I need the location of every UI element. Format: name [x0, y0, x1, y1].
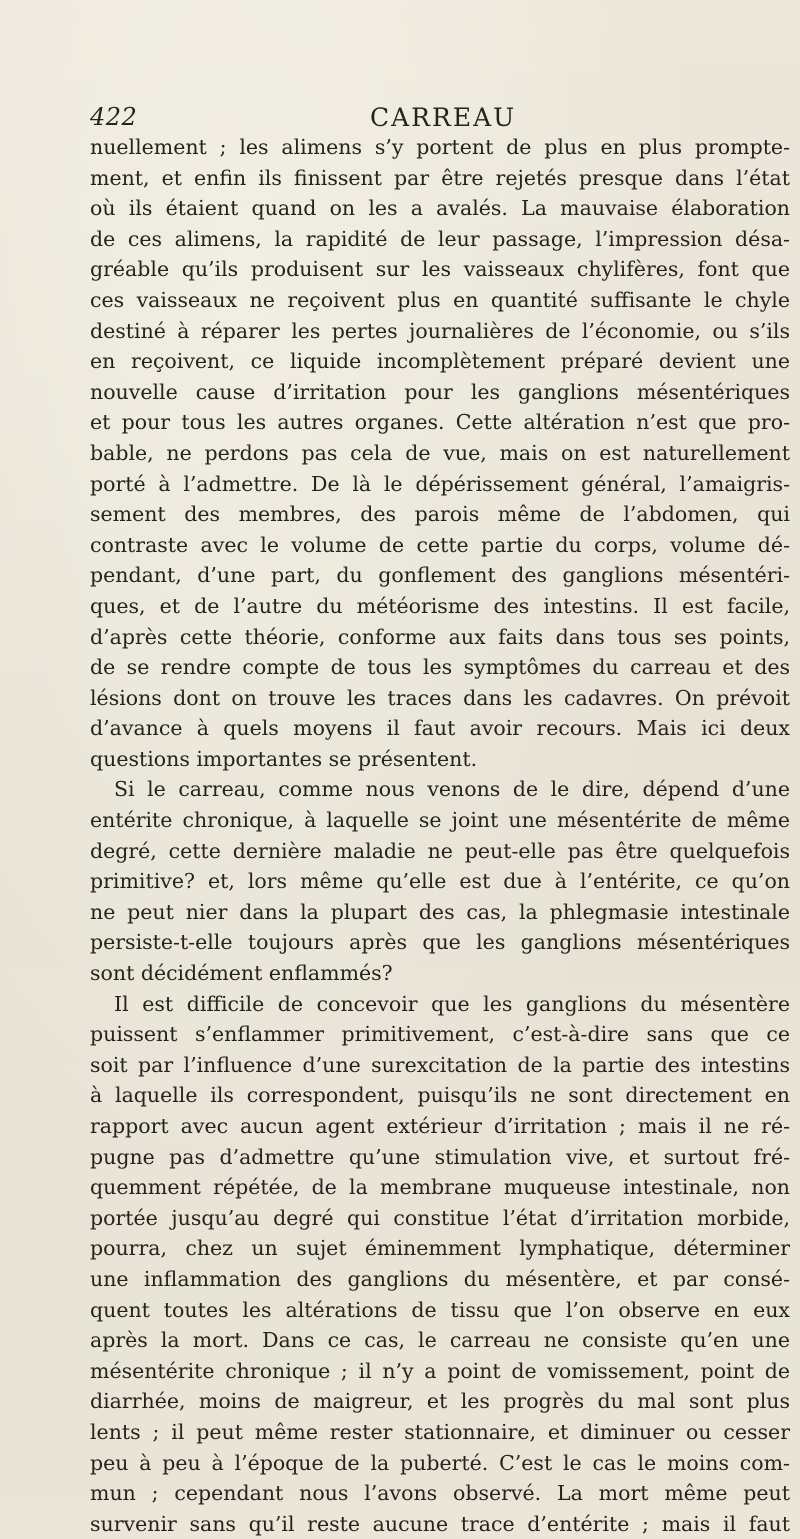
page-number: 422: [90, 103, 138, 131]
text-line: mun ; cependant nous l’avons observé. La mort même peut: [90, 1481, 790, 1506]
text-line: survenir sans qu’il reste aucune trace d’entérite ; mais il faut: [90, 1511, 790, 1536]
text-line: entérite chronique, à laquelle se joint une mésentérite de même: [90, 808, 790, 833]
paragraph-end-line: sont décidément enflammés?: [90, 961, 393, 986]
text-line: gréable qu’ils produisent sur les vaisseaux chylifères, font que: [90, 257, 790, 282]
text-line: ment, et enfin ils finissent par être rejetés presque dans l’état: [90, 165, 790, 190]
text-line: lents ; il peut même rester stationnaire, et diminuer ou cesser: [90, 1419, 790, 1444]
text-line: nouvelle cause d’irritation pour les ganglions mésentériques: [90, 379, 790, 404]
text-line: une inflammation des ganglions du mésentère, et par consé-: [90, 1266, 790, 1291]
text-line: diarrhée, moins de maigreur, et les progrès du mal sont plus: [90, 1389, 790, 1414]
body-text: [90, 132, 790, 1539]
text-line: persiste-t-elle toujours après que les ganglions mésentériques: [90, 930, 790, 955]
text-line: degré, cette dernière maladie ne peut-elle pas être quelquefois: [90, 838, 790, 863]
text-line: contraste avec le volume de cette partie du corps, volume dé-: [90, 532, 790, 557]
text-line: lésions dont on trouve les traces dans les cadavres. On prévoit: [90, 685, 790, 710]
text-line: sement des membres, des parois même de l’abdomen, qui: [90, 502, 790, 527]
text-line: puissent s’enflammer primitivement, c’est-à-dire sans que ce: [90, 1022, 790, 1047]
paragraph-end-line: questions importantes se présentent.: [90, 746, 478, 771]
text-line: et pour tous les autres organes. Cette altération n’est que pro-: [90, 410, 790, 435]
text-line: pugne pas d’admettre qu’une stimulation vive, et surtout fré-: [90, 1144, 790, 1169]
text-line: soit par l’influence d’une surexcitation de la partie des intestins: [90, 1052, 790, 1077]
paragraph-start-line: Si le carreau, comme nous venons de le dire, dépend d’une: [114, 777, 790, 802]
page-header: [90, 103, 780, 135]
text-line: d’avance à quels moyens il faut avoir recours. Mais ici deux: [90, 716, 790, 741]
text-line: en reçoivent, ce liquide incomplètement préparé devient une: [90, 349, 790, 374]
text-line: après la mort. Dans ce cas, le carreau ne consiste qu’en une: [90, 1328, 790, 1353]
text-line: porté à l’admettre. De là le dépérissement général, l’amaigris-: [90, 471, 790, 496]
running-head: CARREAU: [370, 103, 517, 132]
text-line: rapport avec aucun agent extérieur d’irritation ; mais il ne ré-: [90, 1114, 790, 1138]
paragraph-start-line: Il est difficile de concevoir que les ganglions du mésentère: [114, 991, 790, 1016]
text-line: à laquelle ils correspondent, puisqu’ils ne sont directement en: [90, 1083, 790, 1108]
text-line: ques, et de l’autre du météorisme des intestins. Il est facile,: [90, 593, 790, 618]
text-line: pourra, chez un sujet éminemment lymphatique, déterminer: [90, 1236, 790, 1261]
text-line: où ils étaient quand on les a avalés. La mauvaise élaboration: [90, 196, 790, 221]
text-line: ne peut nier dans la plupart des cas, la phlegmasie intestinale: [90, 899, 790, 924]
text-line: mésentérite chronique ; il n’y a point de vomissement, point de: [90, 1358, 790, 1383]
text-line: primitive? et, lors même qu’elle est due à l’entérite, ce qu’on: [90, 869, 790, 894]
text-line: bable, ne perdons pas cela de vue, mais on est naturellement: [90, 440, 790, 465]
text-line: nuellement ; les alimens s’y portent de plus en plus prompte-: [90, 135, 790, 159]
text-line: de se rendre compte de tous les symptômes du carreau et des: [90, 655, 790, 680]
text-line: d’après cette théorie, conforme aux faits dans tous ses points,: [90, 624, 790, 649]
text-line: destiné à réparer les pertes journalières de l’économie, ou s’ils: [90, 318, 790, 343]
text-line: ces vaisseaux ne reçoivent plus en quantité suffisante le chyle: [90, 287, 790, 312]
text-line: quemment répétée, de la membrane muqueuse intestinale, non: [90, 1175, 790, 1200]
text-line: quent toutes les altérations de tissu que l’on observe en eux: [90, 1297, 790, 1322]
text-line: peu à peu à l’époque de la puberté. C’est le cas le moins com-: [90, 1450, 790, 1475]
text-line: de ces alimens, la rapidité de leur passage, l’impression désa-: [90, 226, 790, 251]
text-line: portée jusqu’au degré qui constitue l’état d’irritation morbide,: [90, 1205, 790, 1230]
text-line: pendant, d’une part, du gonflement des ganglions mésentéri-: [90, 563, 790, 588]
